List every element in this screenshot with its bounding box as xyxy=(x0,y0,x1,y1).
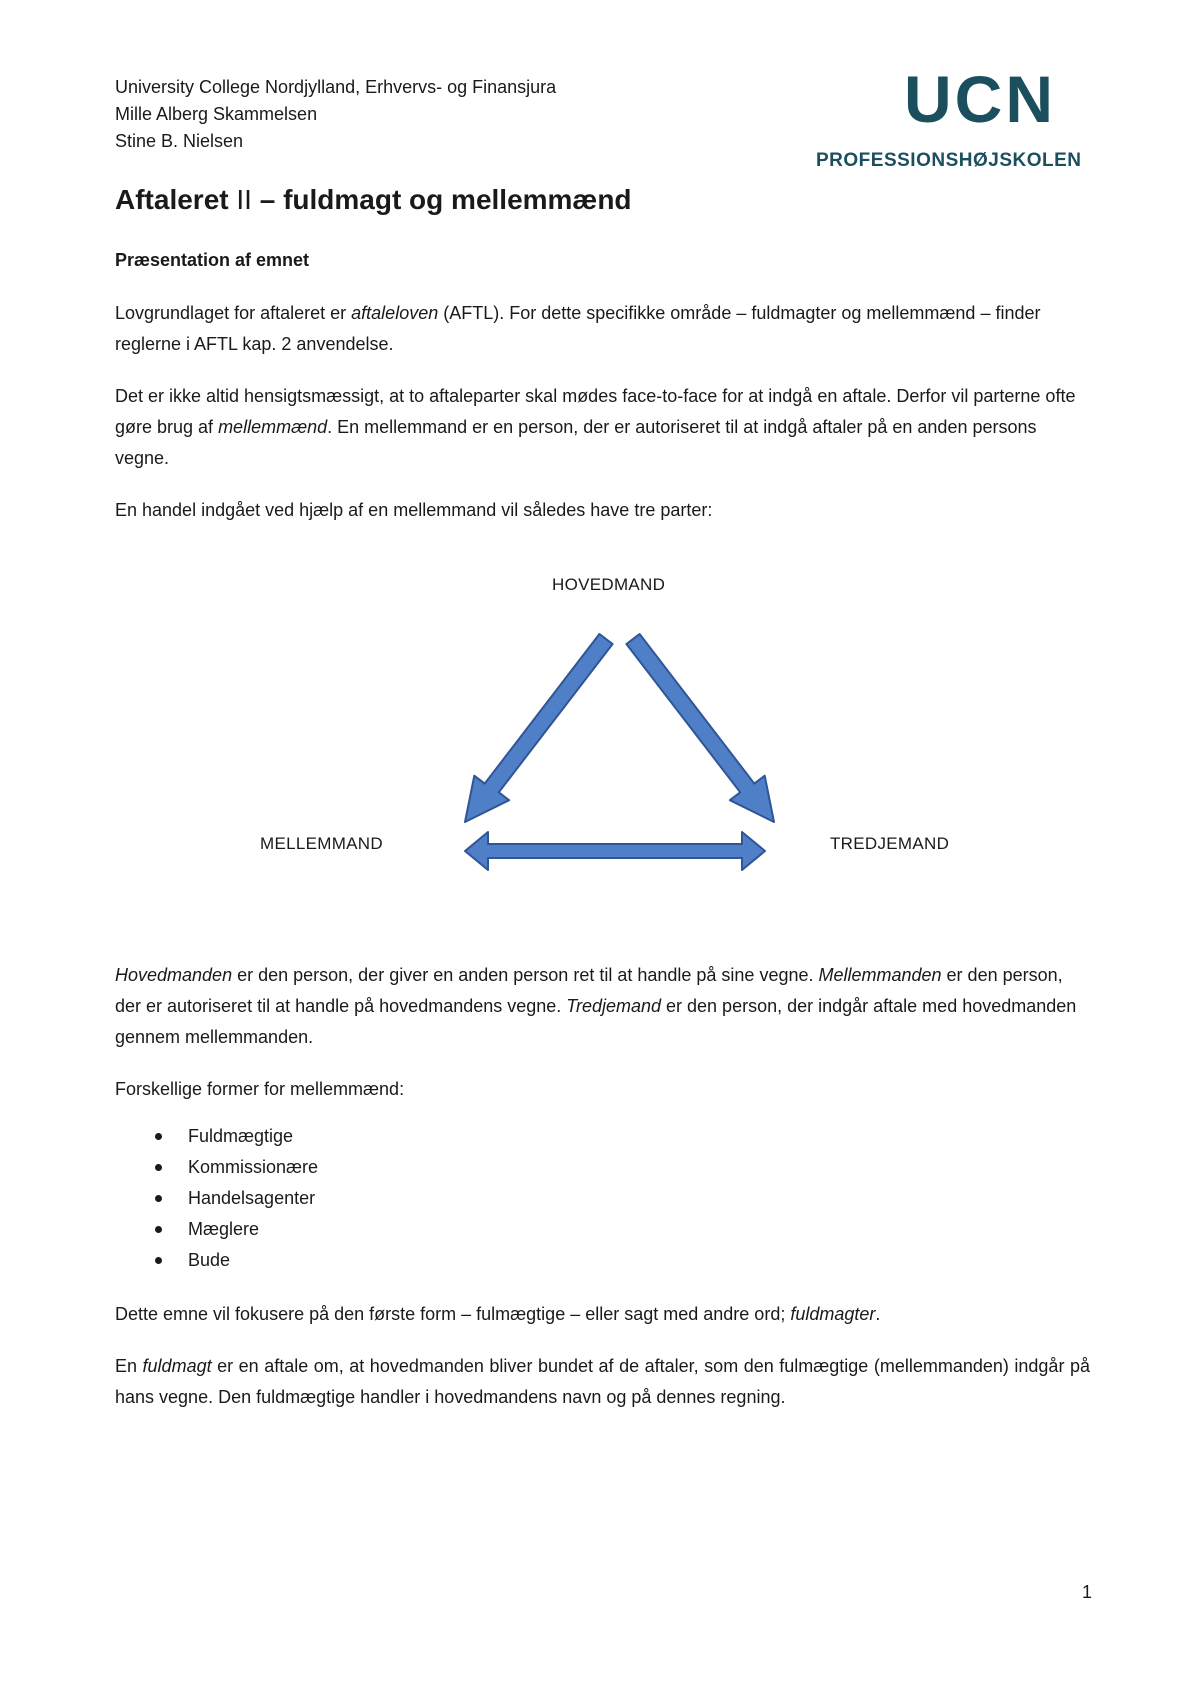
para1-text-1: Lovgrundlaget for aftaleret er xyxy=(115,303,352,323)
paragraph-fuldmagt-definition xyxy=(115,1351,1090,1413)
para4-text-3: er den person, der indgår aftale med hovedmanden gennem mellemmanden. xyxy=(115,996,1077,1047)
paragraph-forms-intro: Forskellige former for mellemmænd: xyxy=(115,1079,405,1099)
para6-text-1: Dette emne vil fokusere på den første form – fulmægtige – eller sagt med andre ord; xyxy=(115,1304,791,1324)
list-item: Fuldmægtige xyxy=(150,1121,318,1152)
paragraph-focus xyxy=(115,1299,1090,1330)
arrow-mellemmand-tredjemand xyxy=(465,832,765,870)
para4-emphasis-1: Hovedmanden xyxy=(115,965,233,985)
arrow-hovedmand-to-tredjemand xyxy=(626,634,774,822)
logo-wordmark: UCN xyxy=(904,62,1056,136)
ucn-logo xyxy=(816,62,1096,176)
para2-text-2: . En mellemmand er en person, der er autoriseret til at indgå aftaler på en anden persons vegne. xyxy=(115,417,1037,468)
label-mellemmand: MELLEMMAND xyxy=(260,834,383,853)
arrow-hovedmand-to-mellemmand xyxy=(465,634,613,822)
document-header xyxy=(115,74,556,155)
para1-emphasis: aftaleloven xyxy=(351,303,439,323)
para6-emphasis: fuldmagter xyxy=(790,1304,876,1324)
list-item: Kommissionære xyxy=(150,1152,318,1183)
para1-text-2: (AFTL). For dette specifikke område – fuldmagter og mellemmænd – finder reglerne i AFTL kap. 2 anvendelse. xyxy=(115,303,1041,354)
label-tredjemand: TREDJEMAND xyxy=(830,834,950,853)
para7-text-1: En xyxy=(115,1356,143,1376)
para4-text-1: er den person, der giver en anden person ret til at handle på sine vegne. xyxy=(232,965,819,985)
intermediary-forms-list xyxy=(150,1121,318,1276)
paragraph-three-parties: En handel indgået ved hjælp af en mellemmand vil således have tre parter: xyxy=(115,500,713,520)
title-part-2: II xyxy=(236,184,252,215)
header-institution: University College Nordjylland, Erhvervs- og Finansjura xyxy=(115,77,557,97)
para2-text-1: Det er ikke altid hensigtsmæssigt, at to aftaleparter skal mødes face-to-face for at indgå en aftale. Derfor vil parterne ofte gøre brug af xyxy=(115,386,1076,437)
page-number: 1 xyxy=(1081,1582,1092,1602)
title-part-1: Aftaleret xyxy=(115,184,237,215)
page-title xyxy=(115,184,632,216)
para6-text-2: . xyxy=(875,1304,881,1324)
label-hovedmand: HOVEDMAND xyxy=(552,575,666,594)
list-item: Bude xyxy=(150,1245,318,1276)
paragraph-legal-basis xyxy=(115,298,1090,360)
para4-text-2: er den person, der er autoriseret til at handle på hovedmandens vegne. xyxy=(115,965,1063,1016)
para2-emphasis: mellemmænd xyxy=(218,417,328,437)
header-author-1: Mille Alberg Skammelsen xyxy=(115,104,318,124)
parties-diagram xyxy=(0,560,1200,890)
list-item: Mæglere xyxy=(150,1214,318,1245)
para7-text-2: er en aftale om, at hovedmanden bliver bundet af de aftaler, som den fulmægtige (mellemmanden) indgår på hans vegne. Den fuldmægtige handler i hovedmandens navn og på dennes regning. xyxy=(115,1356,1090,1407)
para4-emphasis-3: Tredjemand xyxy=(566,996,662,1016)
list-item: Handelsagenter xyxy=(150,1183,318,1214)
paragraph-intermediaries xyxy=(115,381,1090,474)
para4-emphasis-2: Mellemmanden xyxy=(818,965,942,985)
header-author-2: Stine B. Nielsen xyxy=(115,131,244,151)
section-heading: Præsentation af emnet xyxy=(115,250,310,270)
diagram-arrows xyxy=(0,560,1200,890)
para7-emphasis: fuldmagt xyxy=(142,1356,212,1376)
title-part-3: – fuldmagt og mellemmænd xyxy=(251,184,632,215)
logo-subtitle: PROFESSIONSHØJSKOLEN xyxy=(816,150,1082,171)
paragraph-party-definitions xyxy=(115,960,1090,1053)
